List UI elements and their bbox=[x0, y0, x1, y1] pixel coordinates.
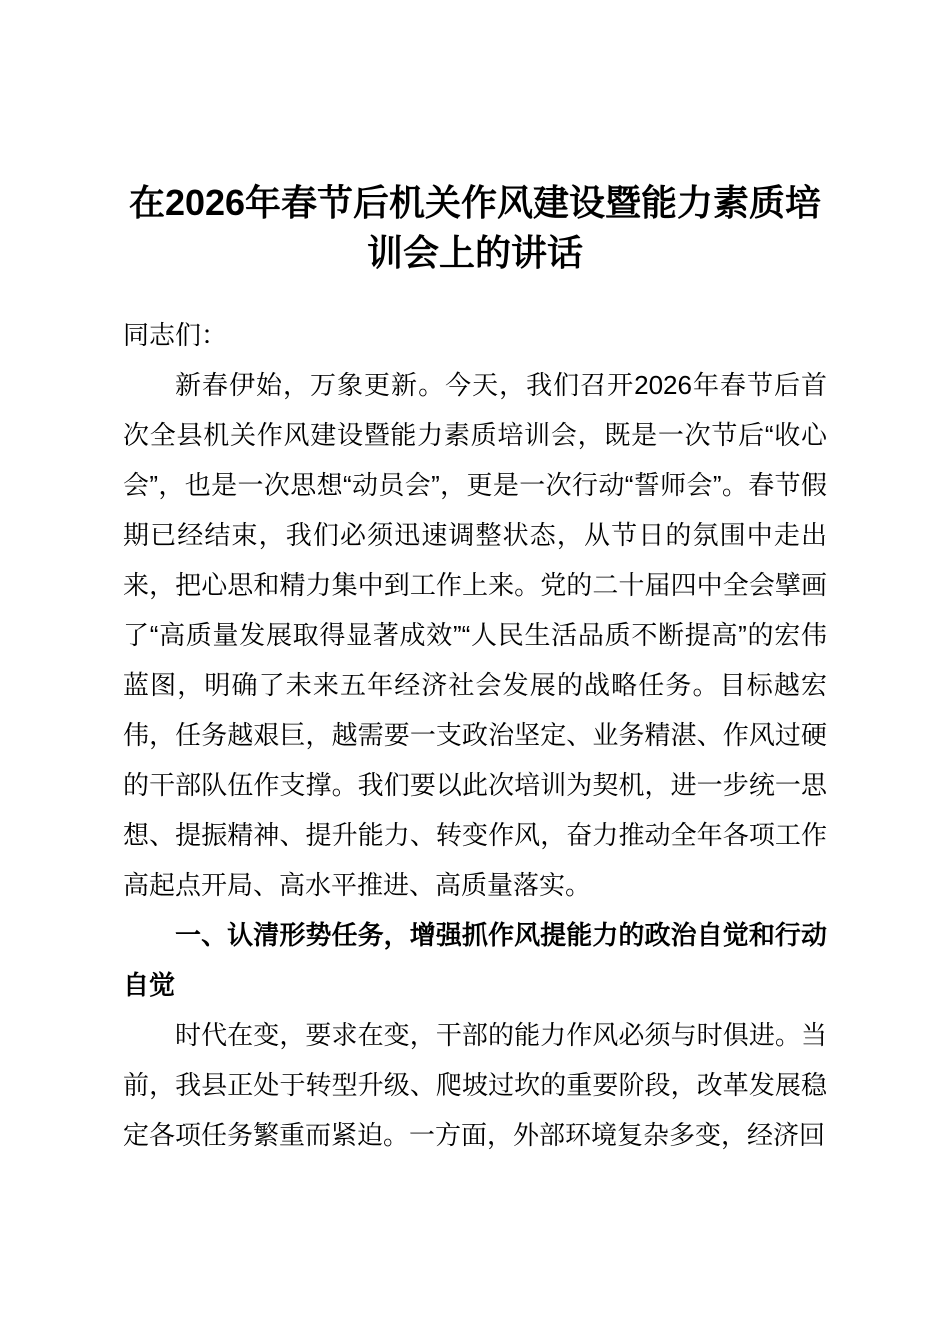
salutation: 同志们： bbox=[123, 320, 228, 350]
document-title: 在2026年春节后机关作风建设暨能力素质培训会上的讲话 bbox=[128, 182, 822, 273]
section-heading: 一、认清形势任务，增强抓作风提能力的政治自觉和行动自觉 bbox=[123, 920, 827, 1000]
document-body bbox=[123, 360, 827, 1160]
paragraph: 时代在变，要求在变，干部的能力作风必须与时俱进。当前，我县正处于转型升级、爬坡过坎的重要阶段，改革发展稳定各项任务繁重而紧迫。一方面，外部环境复杂多变，经济回 bbox=[123, 1020, 827, 1150]
paragraph: 新春伊始，万象更新。今天，我们召开2026年春节后首次全县机关作风建设暨能力素质培训会，既是一次节后“收心会”，也是一次思想“动员会”，更是一次行动“誓师会”。春节假期已经结束，我们必须迅速调整状态，从节日的氛围中走出来，把心思和精力集中到工作上来。党的二十届四中全会擘画了“高质量发展取得显著成效”“人民生活品质不断提高”的宏伟蓝图，明确了未来五年经济社会发展的战略任务。目标越宏伟，任务越艰巨，越需要一支政治坚定、业务精湛、作风过硬的干部队伍作支撑。我们要以此次培训为契机，进一步统一思想、提振精神、提升能力、转变作风，奋力推动全年各项工作高起点开局、高水平推进、高质量落实。 bbox=[123, 370, 827, 900]
